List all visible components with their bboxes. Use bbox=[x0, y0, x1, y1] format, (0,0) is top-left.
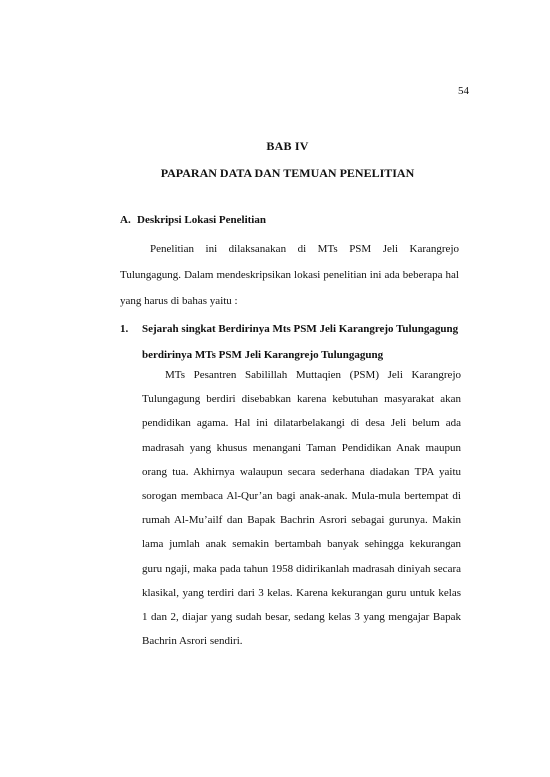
subsection-heading-line-2: berdirinya MTs PSM Jeli Karangrejo Tulungagung bbox=[142, 349, 384, 361]
page-number: 54 bbox=[458, 85, 469, 97]
history-paragraph: MTs Pesantren Sabilillah Muttaqien (PSM) Jeli Karangrejo Tulungagung berdiri disebabkan karena kebutuhan masyarakat akan pendidikan agama. Hal ini dilatarbelakangi di desa Jeli belum ada madrasah yang khusus menangani Taman Pendidikan Anak maupun orang tua. Akhirnya walaupun secara sederhana diadakan TPA yaitu sorogan membaca Al-Qur’an bagi anak-anak. Mula-mula bertempat di rumah Al-Mu’ailf dan Bapak Bachrin Asrori sebagai gurunya. Makin lama jumlah anak semakin bertambah banyak sehingga kekurangan guru ngaji, maka pada tahun 1958 didirikanlah madrasah diniyah secara klasikal, yang terdiri dari 3 kelas. Karena kekurangan guru untuk kelas 1 dan 2, diajar yang sudah besar, sedang kelas 3 yang mengajar Bapak Bachrin Asrori sendiri. bbox=[142, 369, 461, 648]
subsection-heading-text: Sejarah singkat Berdirinya Mts PSM Jeli Karangrejo Tulungagung bbox=[142, 323, 459, 335]
intro-paragraph: Penelitian ini dilaksanakan di MTs PSM Jeli Karangrejo Tulungagung. Dalam mendeskripsikan lokasi penelitian ini ada beberapa hal yang harus di bahas yaitu : bbox=[120, 243, 459, 307]
subsection-heading bbox=[120, 316, 465, 368]
section-heading-text: Deskripsi Lokasi Penelitian bbox=[137, 214, 266, 226]
section-heading bbox=[120, 213, 266, 227]
chapter-label: BAB IV bbox=[266, 139, 309, 153]
chapter-title: PAPARAN DATA DAN TEMUAN PENELITIAN bbox=[160, 166, 415, 180]
subsection-heading-line-1 bbox=[120, 316, 465, 342]
subsection-marker: 1. bbox=[120, 323, 129, 335]
section-marker: A. bbox=[120, 214, 131, 226]
